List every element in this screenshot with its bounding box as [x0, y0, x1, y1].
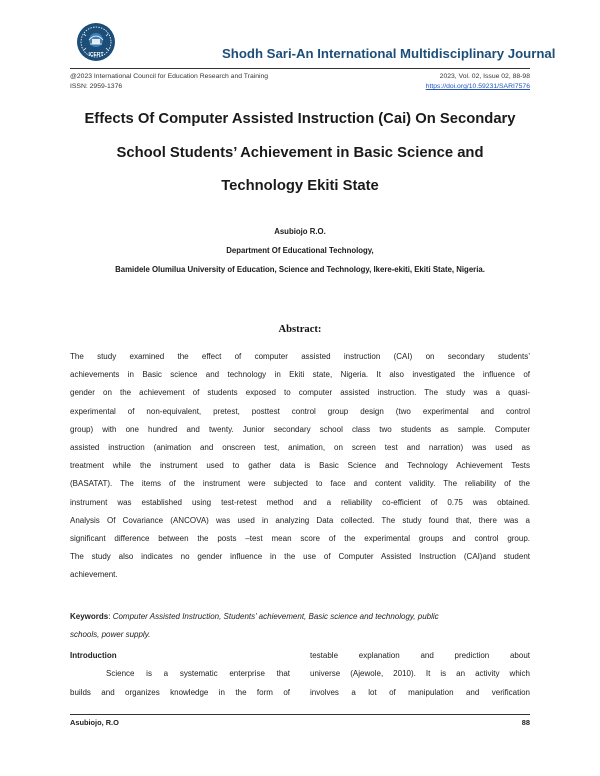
header-rule	[70, 68, 530, 69]
keywords-block	[70, 608, 530, 644]
abstract-line: (BASATAT). The items of the instrument were subjected to face and content validity. The reliability of the	[70, 479, 530, 489]
body-line: builds and organizes knowledge in the form of	[70, 687, 290, 697]
copyright-line: @2023 International Council for Education Research and Training	[70, 73, 269, 80]
keywords-colon: :	[108, 612, 113, 621]
intro-right-column	[310, 647, 530, 702]
body-line: Science is a systematic enterprise that	[106, 669, 290, 679]
keywords-line-1	[70, 608, 530, 626]
body-line: involves a lot of manipulation and verification	[310, 687, 530, 697]
footer-rule	[70, 714, 530, 715]
abstract-line: significant difference between the posts –test mean score of the experimental groups and control group.	[70, 533, 530, 543]
body-line: universe (Ajewole, 2010). It is an activity which	[310, 669, 530, 679]
abstract-line: group) with one hundred and twenty. Junior secondary school class two students as sample. Computer	[70, 424, 530, 434]
abstract-line: experimental of non-equivalent, pretest, posttest control group design (two experimental and control	[70, 406, 530, 416]
keywords-label: Keywords	[70, 612, 109, 621]
issn-line: ISSN: 2959-1376	[70, 83, 123, 90]
article-title-line-2: School Students’ Achievement in Basic Science and	[116, 145, 484, 161]
journal-logo	[76, 22, 116, 62]
keywords-text: Computer Assisted Instruction, Students’ achievement, Basic science and technology, public	[112, 612, 439, 621]
intro-heading: Introduction	[70, 651, 117, 660]
abstract-line: Analysis Of Covariance (ANCOVA) was used in analyzing Data collected. The study found that, there was a	[70, 515, 530, 525]
page-number: 88	[521, 718, 530, 727]
author-name: Asubiojo R.O.	[274, 227, 326, 236]
article-title-line-3: Technology Ekiti State	[221, 178, 379, 194]
author-department: Department Of Educational Technology,	[226, 246, 374, 255]
abstract-line: The study also indicates no gender influence in the use of Computer Assisted Instruction (CAI)and student	[70, 552, 530, 562]
abstract-line: achievements in Basic science and technology in Ekiti state, Nigeria. It also investigated the influence of	[70, 370, 530, 380]
abstract-line: assisted instruction (animation and onscreen test, animation, on screen test and narration) was used as	[70, 442, 530, 452]
keywords-line-2: schools, power supply.	[70, 630, 151, 640]
author-affiliation: Bamidele Olumilua University of Education, Science and Technology, Ikere-ekiti, Ekiti State, Nigeria.	[115, 265, 485, 274]
abstract-line: achievement.	[70, 570, 118, 580]
abstract-line: treatment while the instrument used to gather data is Basic Science and Technology Achievement Tests	[70, 461, 530, 471]
svg-text:ICERT: ICERT	[88, 52, 104, 58]
footer-author: Asubiojo, R.O	[70, 718, 119, 727]
abstract-line: gender on the achievement of students exposed to computer assisted instruction. The study was a quasi-	[70, 388, 530, 398]
abstract-body	[70, 348, 530, 584]
doi-link[interactable]: https://doi.org/10.59231/SARI7576	[425, 83, 530, 90]
abstract-heading: Abstract:	[278, 324, 322, 335]
intro-left-column	[70, 647, 290, 702]
abstract-line: instrument was established using test-retest method and a reliability co-efficient of 0.75 was obtained.	[70, 497, 530, 507]
volume-line: 2023, Vol. 02, Issue 02, 88-98	[439, 73, 530, 80]
seal-icon	[76, 22, 116, 62]
article-title-line-1: Effects Of Computer Assisted Instruction (Cai) On Secondary	[84, 111, 516, 127]
abstract-line: The study examined the effect of computer assisted instruction (CAI) on secondary students’	[70, 352, 530, 361]
body-line: testable explanation and prediction about	[310, 651, 530, 660]
journal-title: Shodh Sari-An International Multidisciplinary Journal	[222, 46, 556, 61]
